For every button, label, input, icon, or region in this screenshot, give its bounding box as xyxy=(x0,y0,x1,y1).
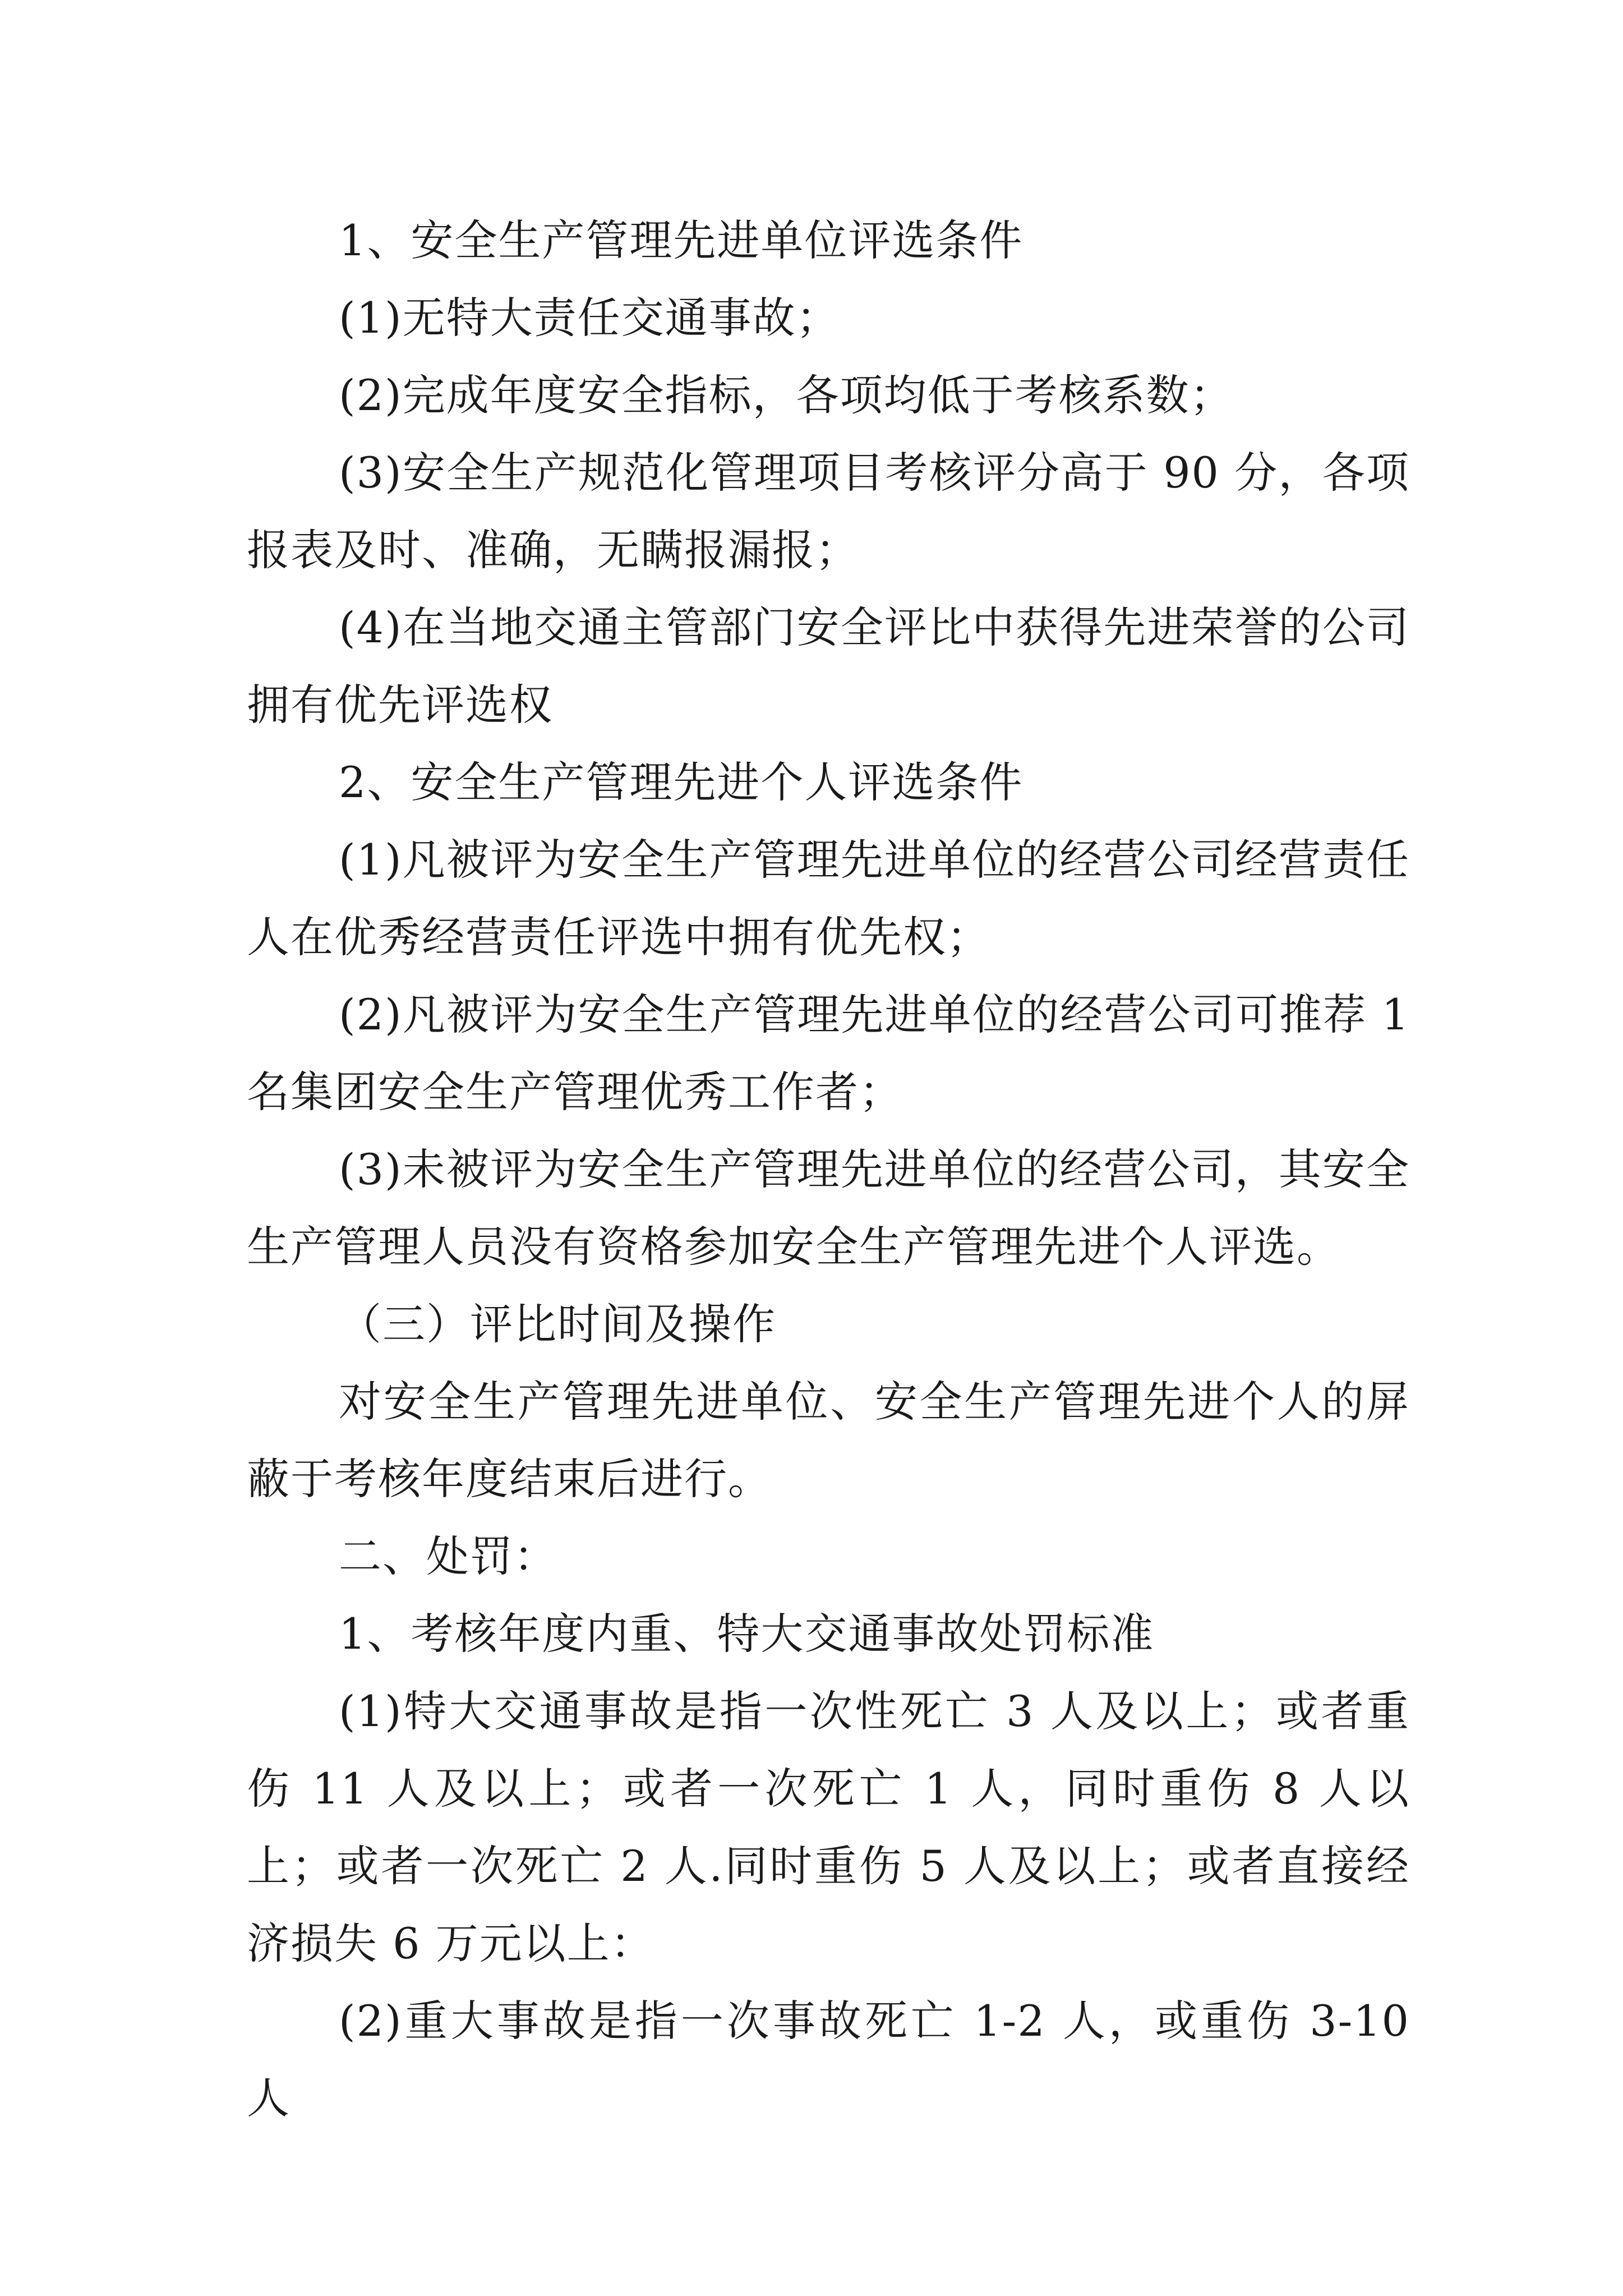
heading-advanced-unit-criteria: 1、安全生产管理先进单位评选条件 xyxy=(339,215,1023,265)
section-heading-penalties: 二、处罚： xyxy=(339,1531,557,1581)
body-paragraph: 对安全生产管理先进单位、安全生产管理先进个人的屏蔽于考核年度结束后进行。 xyxy=(247,1377,1410,1504)
criteria-item: (4)在当地交通主管部门安全评比中获得先进荣誉的公司拥有优先评选权 xyxy=(247,602,1410,730)
criteria-item: (2)凡被评为安全生产管理先进单位的经营公司可推荐 1 名集团安全生产管理优秀工作者； xyxy=(247,990,1410,1117)
heading-accident-penalty-standard: 1、考核年度内重、特大交通事故处罚标准 xyxy=(339,1609,1155,1659)
section-heading-evaluation-time: （三）评比时间及操作 xyxy=(339,1299,776,1349)
criteria-item: (2)完成年度安全指标，各项均低于考核系数； xyxy=(339,370,1234,420)
penalty-item: (1)特大交通事故是指一次性死亡 3 人及以上；或者重伤 11 人及以上；或者一次死亡 1 人，同时重伤 8 人以上；或者一次死亡 2 人.同时重伤 5 人及以上；或者直接经济损失 6 万元以上： xyxy=(247,1686,1410,1968)
criteria-item: (3)未被评为安全生产管理先进单位的经营公司，其安全生产管理人员没有资格参加安全生产管理先进个人评选。 xyxy=(247,1144,1410,1272)
criteria-item: (1)凡被评为安全生产管理先进单位的经营公司经营责任人在优秀经营责任评选中拥有优先权； xyxy=(247,835,1410,962)
criteria-item: (1)无特大责任交通事故； xyxy=(339,293,840,343)
heading-advanced-individual-criteria: 2、安全生产管理先进个人评选条件 xyxy=(339,757,1023,807)
penalty-item: (2)重大事故是指一次事故死亡 1-2 人，或重伤 3-10 人 xyxy=(247,1996,1410,2123)
criteria-item: (3)安全生产规范化管理项目考核评分高于 90 分，各项报表及时、准确，无瞒报漏报； xyxy=(247,448,1410,575)
